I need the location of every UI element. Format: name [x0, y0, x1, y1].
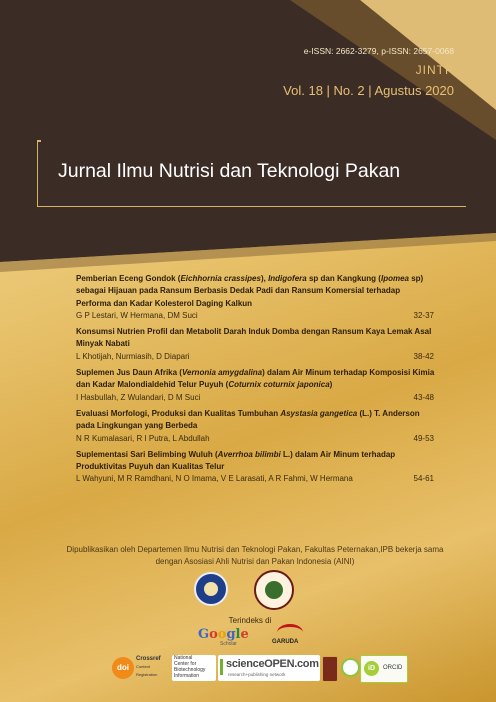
- article-title-text: sp dan Kangkung (: [306, 274, 381, 283]
- article-authors: I Hasbullah, Z Wulandari, D M Suci: [76, 392, 201, 402]
- article-entry: [76, 408, 436, 445]
- journal-title: Jurnal Ilmu Nutrisi dan Teknologi Pakan: [58, 160, 401, 182]
- scientific-name: Indigofera: [268, 274, 307, 283]
- article-title-text: ) dalam Air Minum terhadap Komposisi Kimia dan Kadar Malondialdehid Telur Puyuh (: [76, 368, 435, 390]
- ncbi-line: Information: [174, 673, 200, 679]
- scientific-name: Asystasia gangetica: [280, 408, 358, 418]
- sinta-logo-icon: [322, 656, 338, 682]
- article-title: [76, 367, 436, 392]
- crossref-sub: Content Registration: [136, 664, 158, 677]
- ncbi-logo-icon: [172, 655, 216, 681]
- ror-logo-icon: [341, 658, 360, 677]
- orcid-id-mark: iD: [364, 661, 379, 676]
- article-authors: L Wahyuni, M R Ramdhani, N O Imama, V E Larasati, A R Fahmi, W Hermana: [76, 474, 353, 484]
- aini-logo-icon: [254, 570, 294, 610]
- scienceopen-sub: research+publishing network: [228, 672, 286, 677]
- ipb-logo-icon: [194, 572, 228, 606]
- scienceopen-mark: [220, 659, 223, 675]
- article-pages: 38-42: [413, 351, 434, 361]
- journal-abbreviation: JINTP: [415, 63, 454, 77]
- article-title-text: ),: [260, 274, 269, 283]
- google-scholar-sub: Scholar: [220, 641, 237, 647]
- google-letter: l: [235, 627, 241, 642]
- article-title-text: sp) sebagai Hijauan pada Ransum Berbasis Dedak Padi dan Ransum Komersial terhadap Performa dan Kadar Kolesterol Daging Kalkun: [76, 274, 424, 308]
- scientific-name: Averrhoa bilimbi: [217, 449, 281, 459]
- article-title: [76, 449, 436, 474]
- scientific-name: Ipomea: [380, 274, 409, 283]
- article-pages: 32-37: [413, 310, 434, 320]
- scientific-name: Coturnix coturnix japonica: [228, 380, 330, 390]
- table-of-contents: [76, 273, 436, 490]
- google-letter: e: [240, 627, 249, 642]
- indexed-label: Terindeks di: [228, 616, 272, 625]
- article-entry: [76, 367, 436, 404]
- ncbi-line: Center for: [174, 661, 197, 667]
- google-letter: G: [198, 627, 210, 642]
- article-title-text: Pemberian Eceng Gondok (: [76, 274, 181, 283]
- publisher-note: Dipublikasikan oleh Departemen Ilmu Nutrisi dan Teknologi Pakan, Fakultas Peternakan,IPB bekerja sama dengan Asosiasi Ahli Nutrisi dan Pakan Indonesia (AINI): [66, 545, 444, 566]
- scienceopen-label: scienceOPEN.com: [226, 658, 319, 670]
- google-letter: o: [217, 627, 227, 642]
- scienceopen-logo-icon: [218, 655, 320, 681]
- google-scholar-logo-icon: [198, 627, 249, 642]
- article-pages: 49-53: [413, 433, 434, 443]
- doi-logo-icon: doi: [112, 657, 134, 679]
- article-authors: N R Kumalasari, R I Putra, L Abdullah: [76, 433, 210, 443]
- ncbi-line: Biotechnology: [174, 667, 206, 673]
- orcid-logo-icon: [360, 655, 408, 683]
- article-title: [76, 408, 436, 433]
- article-entry: [76, 326, 436, 363]
- google-letter: o: [209, 627, 218, 642]
- article-entry: [76, 273, 436, 322]
- ncbi-line: National: [174, 655, 193, 661]
- article-title-text: Suplemen Jus Daun Afrika (: [76, 368, 182, 378]
- article-title: [76, 273, 436, 310]
- scientific-name: Vernonia amygdalina: [181, 368, 263, 378]
- article-title-text: Evaluasi Morfologi, Produksi dan Kualitas Tumbuhan: [76, 408, 281, 418]
- garuda-label: GARUDA: [272, 639, 299, 645]
- article-pages: 54-61: [413, 474, 434, 484]
- article-pages: 43-48: [413, 392, 434, 402]
- article-title-text: Suplementasi Sari Belimbing Wuluh (: [76, 449, 218, 459]
- scientific-name: Eichhornia crassipes: [180, 274, 261, 283]
- issn-text: e-ISSN: 2662-3279, p-ISSN: 2657-0068: [303, 46, 454, 56]
- article-title-text: L.) dalam Air Minum terhadap Produktivitas Puyuh dan Kualitas Telur: [76, 449, 396, 472]
- google-letter: g: [226, 627, 236, 642]
- article-title-text: Konsumsi Nutrien Profil dan Metabolit Darah Induk Domba dengan Ransum Kaya Lemak Asal Minyak Nabati: [76, 327, 432, 349]
- article-authors: L Khotijah, Nurmiasih, D Diapari: [76, 351, 190, 361]
- article-authors: G P Lestari, W Hermana, DM Suci: [76, 310, 198, 320]
- article-title: [76, 326, 436, 351]
- article-title-text: (L.) T. Anderson pada Lingkungan yang Berbeda: [76, 408, 420, 431]
- crossref-label: Crossref: [136, 656, 161, 662]
- article-entry: [76, 449, 436, 486]
- article-title-text: ): [329, 380, 333, 390]
- orcid-label: ORCID: [383, 665, 403, 671]
- volume-issue: Vol. 18 | No. 2 | Agustus 2020: [283, 83, 454, 98]
- crossref-logo-icon: [136, 655, 170, 681]
